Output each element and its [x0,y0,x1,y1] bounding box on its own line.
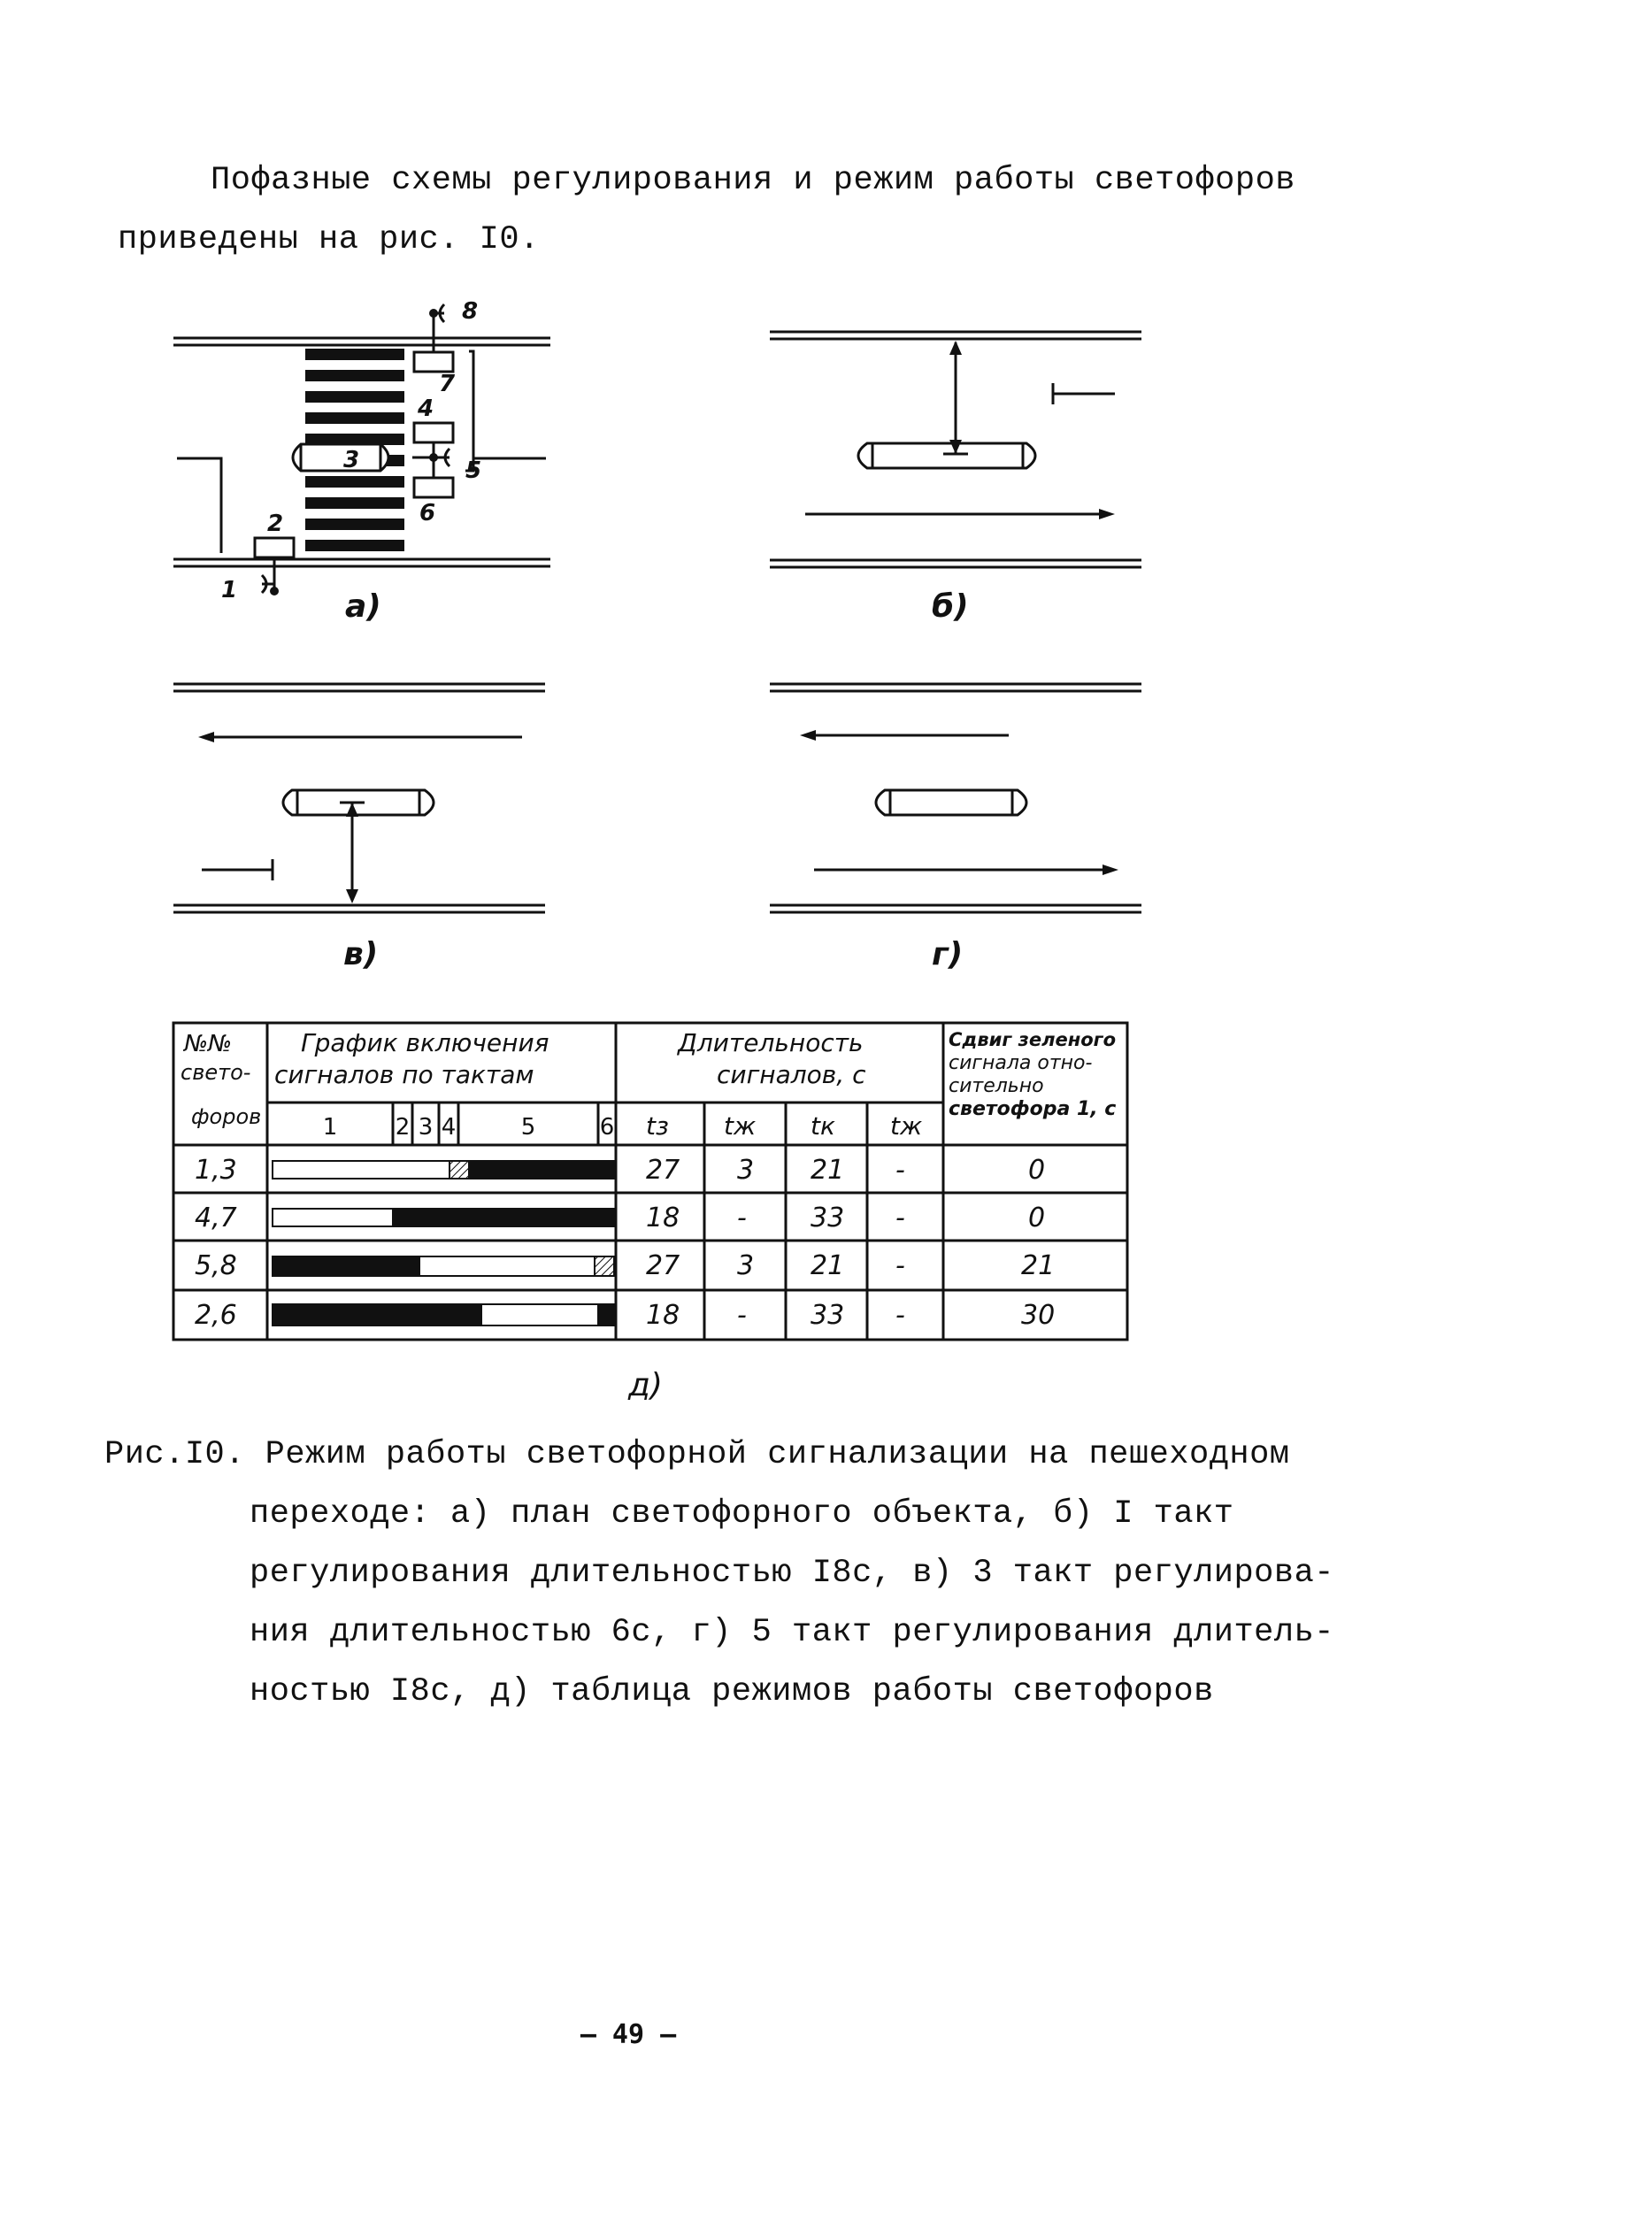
header-duration-2: сигналов, с [717,1060,866,1089]
row-4-shift: 30 [1021,1300,1056,1331]
row-2-tzh2: - [895,1203,905,1233]
signal-mode-table [168,1018,1141,1363]
figure-g-caption: г) [932,936,964,972]
header-shift-3: сительно [949,1075,1044,1097]
figure-a-plan [168,292,575,628]
header-num-1: №№ [184,1031,233,1057]
figure-d-caption: д) [628,1367,663,1403]
signal-label-6: 6 [419,500,436,526]
sub-tk: tк [811,1111,835,1141]
row-3-id: 5,8 [195,1250,237,1281]
header-shift-2: сигнала отно- [949,1052,1093,1074]
figure-b-phase1 [761,323,1150,588]
header-graph-1: График включения [301,1028,549,1057]
caption-line-2: переходе: а) план светофорного объекта, б) I такт [250,1495,1234,1533]
signal-label-7: 7 [439,371,456,397]
caption-line-1: Рис.I0. Режим работы светофорной сигнализации на пешеходном [104,1436,1290,1473]
phase-num-3: 3 [418,1114,434,1141]
phase-num-2: 2 [395,1114,411,1141]
signal-label-3: 3 [343,447,360,473]
header-shift-1: Сдвиг зеленого [949,1029,1117,1050]
figure-v-phase3 [168,677,557,942]
signal-label-1: 1 [221,577,238,603]
header-duration-1: Длительность [678,1028,864,1057]
header-graph-2: сигналов по тактам [274,1060,534,1089]
header-num-2: свето- [181,1060,251,1085]
phase-num-4: 4 [441,1114,457,1141]
signal-label-8: 8 [462,298,479,325]
figure-v-caption: в) [343,936,379,972]
row-2-tzh: - [737,1203,747,1233]
row-4-tzh: - [737,1300,747,1331]
row-2-id: 4,7 [195,1203,237,1233]
row-4-tzh2: - [895,1300,905,1331]
signal-label-5: 5 [465,457,482,484]
row-3-shift: 21 [1021,1250,1056,1281]
row-2-tz: 18 [646,1203,680,1233]
phase-num-6: 6 [599,1114,615,1141]
row-2-shift: 0 [1028,1203,1046,1233]
caption-line-3: регулирования длительностью I8с, в) 3 такт регулирова- [250,1555,1334,1592]
row-1-id: 1,3 [195,1155,237,1186]
signal-label-4: 4 [418,396,434,422]
sub-tz: tз [646,1111,669,1141]
row-4-id: 2,6 [195,1300,237,1331]
sub-tzh2: tж [890,1111,923,1141]
row-4-tz: 18 [646,1300,680,1331]
phase-num-1: 1 [322,1114,338,1141]
row-3-tzh: 3 [737,1250,755,1281]
row-1-tz: 27 [646,1155,680,1186]
row-2-tk: 33 [811,1203,845,1233]
header-shift-4: светофора 1, с [949,1098,1117,1120]
row-3-tz: 27 [646,1250,680,1281]
row-3-tk: 21 [811,1250,845,1281]
row-1-shift: 0 [1028,1155,1046,1186]
sub-tzh: tж [724,1111,757,1141]
figure-b-caption: б) [932,588,969,625]
row-3-tzh2: - [895,1250,905,1281]
caption-line-5: ностью I8с, д) таблица режимов работы светофоров [250,1673,1214,1710]
caption-line-4: ния длительностью 6с, г) 5 такт регулирования длитель- [250,1614,1334,1651]
page-number: — 49 — [580,2019,677,2050]
signal-label-2: 2 [267,511,284,537]
row-1-tzh2: - [895,1155,905,1186]
intro-line-2: приведены на рис. I0. [118,221,540,258]
header-num-3: форов [191,1104,262,1129]
row-4-tk: 33 [811,1300,845,1331]
figure-a-caption: а) [345,588,381,625]
row-1-tzh: 3 [737,1155,755,1186]
figure-g-phase5 [761,677,1150,942]
phase-num-5: 5 [520,1114,536,1141]
intro-line-1: Пофазные схемы регулирования и режим работы светофоров [211,162,1295,199]
row-1-tk: 21 [811,1155,845,1186]
